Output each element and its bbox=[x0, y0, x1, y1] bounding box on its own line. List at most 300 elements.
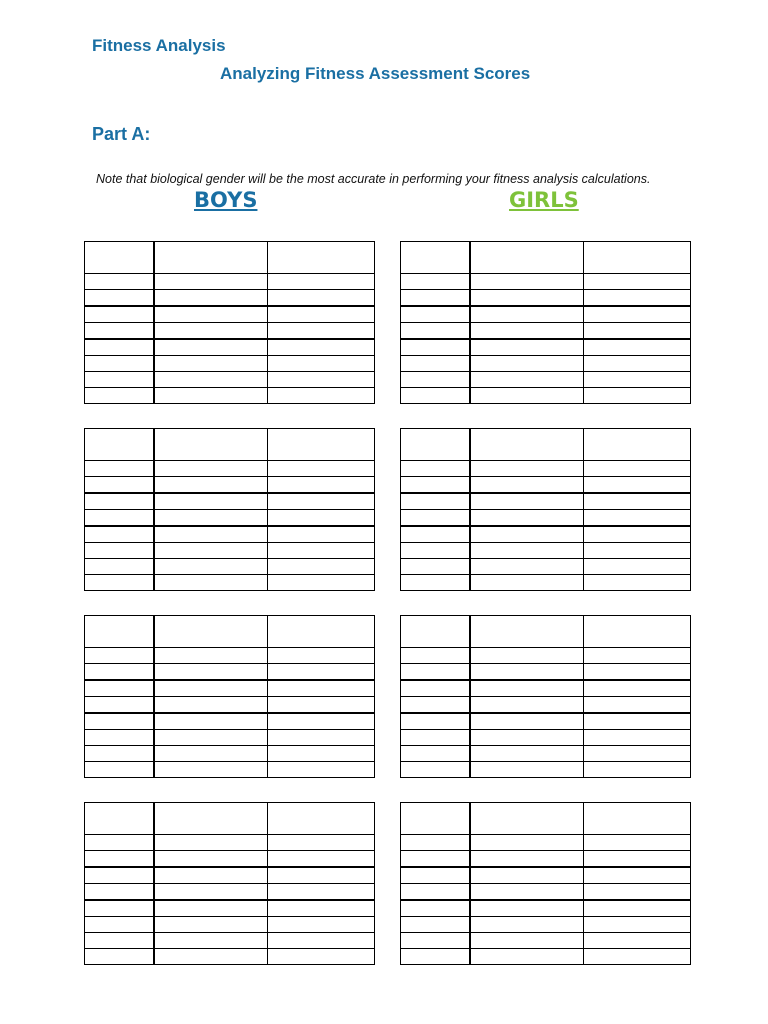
table-cell[interactable] bbox=[401, 680, 471, 697]
table-cell[interactable] bbox=[401, 713, 471, 730]
table-cell[interactable] bbox=[268, 851, 375, 868]
table-cell[interactable] bbox=[154, 356, 268, 372]
table-cell[interactable] bbox=[470, 616, 584, 648]
table-cell[interactable] bbox=[470, 746, 584, 762]
table-cell[interactable] bbox=[470, 884, 584, 901]
table-cell[interactable] bbox=[584, 746, 691, 762]
table-cell[interactable] bbox=[401, 493, 471, 510]
table-cell[interactable] bbox=[85, 803, 155, 835]
table-cell[interactable] bbox=[470, 664, 584, 681]
table-cell[interactable] bbox=[401, 339, 471, 356]
table-cell[interactable] bbox=[470, 803, 584, 835]
table-row bbox=[85, 290, 375, 307]
table-cell[interactable] bbox=[584, 713, 691, 730]
table-cell[interactable] bbox=[401, 526, 471, 543]
table-cell[interactable] bbox=[268, 835, 375, 851]
table-cell[interactable] bbox=[154, 730, 268, 746]
table-cell[interactable] bbox=[268, 461, 375, 477]
table-cell[interactable] bbox=[584, 323, 691, 340]
table-cell[interactable] bbox=[584, 274, 691, 290]
table-cell[interactable] bbox=[470, 290, 584, 307]
table-cell[interactable] bbox=[154, 339, 268, 356]
table-row bbox=[85, 372, 375, 388]
table-row bbox=[85, 559, 375, 575]
table-cell[interactable] bbox=[154, 680, 268, 697]
table-cell[interactable] bbox=[470, 242, 584, 274]
table-row bbox=[401, 477, 691, 494]
table-header-row bbox=[85, 429, 375, 461]
table-cell[interactable] bbox=[85, 339, 155, 356]
table-cell[interactable] bbox=[470, 559, 584, 575]
table-row bbox=[401, 867, 691, 884]
table-cell[interactable] bbox=[268, 559, 375, 575]
table-cell[interactable] bbox=[154, 648, 268, 664]
table-cell[interactable] bbox=[85, 477, 155, 494]
table-cell[interactable] bbox=[154, 575, 268, 591]
table-header-row bbox=[401, 616, 691, 648]
table-cell[interactable] bbox=[401, 356, 471, 372]
girls-score-table-3 bbox=[400, 615, 691, 778]
table-header-row bbox=[85, 803, 375, 835]
table-cell[interactable] bbox=[154, 510, 268, 527]
table-cell[interactable] bbox=[154, 461, 268, 477]
table-cell[interactable] bbox=[268, 429, 375, 461]
table-cell[interactable] bbox=[401, 274, 471, 290]
table-cell[interactable] bbox=[154, 917, 268, 933]
table-cell[interactable] bbox=[401, 648, 471, 664]
table-row bbox=[85, 900, 375, 917]
table-row bbox=[85, 835, 375, 851]
table-cell[interactable] bbox=[401, 559, 471, 575]
table-cell[interactable] bbox=[401, 803, 471, 835]
table-cell[interactable] bbox=[401, 746, 471, 762]
table-cell[interactable] bbox=[85, 510, 155, 527]
table-row bbox=[401, 713, 691, 730]
table-cell[interactable] bbox=[154, 933, 268, 949]
table-cell[interactable] bbox=[268, 746, 375, 762]
table-cell[interactable] bbox=[401, 835, 471, 851]
table-cell[interactable] bbox=[85, 290, 155, 307]
table-cell[interactable] bbox=[154, 664, 268, 681]
table-row bbox=[401, 730, 691, 746]
table-row bbox=[85, 274, 375, 290]
table-cell[interactable] bbox=[268, 575, 375, 591]
table-cell[interactable] bbox=[154, 242, 268, 274]
table-row bbox=[401, 493, 691, 510]
table-cell[interactable] bbox=[85, 680, 155, 697]
table-row bbox=[85, 867, 375, 884]
table-cell[interactable] bbox=[268, 306, 375, 323]
table-row bbox=[85, 461, 375, 477]
table-cell[interactable] bbox=[584, 493, 691, 510]
table-cell[interactable] bbox=[470, 835, 584, 851]
table-row bbox=[401, 510, 691, 527]
table-row bbox=[85, 493, 375, 510]
table-cell[interactable] bbox=[85, 274, 155, 290]
table-row bbox=[401, 900, 691, 917]
table-cell[interactable] bbox=[470, 762, 584, 778]
table-row bbox=[85, 697, 375, 714]
table-header-row bbox=[401, 429, 691, 461]
table-cell[interactable] bbox=[401, 388, 471, 404]
table-cell[interactable] bbox=[154, 762, 268, 778]
table-cell[interactable] bbox=[584, 803, 691, 835]
table-row bbox=[401, 746, 691, 762]
table-header-row bbox=[401, 803, 691, 835]
table-row bbox=[85, 575, 375, 591]
table-row bbox=[85, 477, 375, 494]
table-cell[interactable] bbox=[268, 339, 375, 356]
table-cell[interactable] bbox=[470, 493, 584, 510]
boys-score-table-3 bbox=[84, 615, 375, 778]
boys-score-table-4 bbox=[84, 802, 375, 965]
table-cell[interactable] bbox=[268, 526, 375, 543]
table-cell[interactable] bbox=[401, 290, 471, 307]
table-header-row bbox=[85, 616, 375, 648]
table-row bbox=[401, 306, 691, 323]
table-row bbox=[401, 339, 691, 356]
table-cell[interactable] bbox=[470, 648, 584, 664]
table-cell[interactable] bbox=[401, 730, 471, 746]
table-row bbox=[401, 933, 691, 949]
table-row bbox=[401, 274, 691, 290]
table-row bbox=[85, 746, 375, 762]
table-cell[interactable] bbox=[401, 461, 471, 477]
table-cell[interactable] bbox=[470, 949, 584, 965]
table-cell[interactable] bbox=[584, 429, 691, 461]
table-cell[interactable] bbox=[584, 680, 691, 697]
table-cell[interactable] bbox=[268, 697, 375, 714]
table-cell[interactable] bbox=[401, 510, 471, 527]
table-cell[interactable] bbox=[154, 526, 268, 543]
table-cell[interactable] bbox=[401, 900, 471, 917]
table-cell[interactable] bbox=[268, 949, 375, 965]
table-cell[interactable] bbox=[154, 713, 268, 730]
document-title: Fitness Analysis bbox=[92, 36, 226, 55]
boys-heading: BOYS bbox=[194, 188, 258, 212]
table-cell[interactable] bbox=[470, 917, 584, 933]
instruction-note: Note that biological gender will be the most accurate in performing your fitness analysis calculations. bbox=[96, 172, 651, 186]
table-cell[interactable] bbox=[268, 493, 375, 510]
table-cell[interactable] bbox=[154, 835, 268, 851]
table-cell[interactable] bbox=[85, 323, 155, 340]
table-row bbox=[85, 713, 375, 730]
table-cell[interactable] bbox=[584, 762, 691, 778]
table-row bbox=[401, 762, 691, 778]
table-cell[interactable] bbox=[584, 526, 691, 543]
table-cell[interactable] bbox=[154, 543, 268, 559]
table-cell[interactable] bbox=[470, 851, 584, 868]
girls-score-table-2 bbox=[400, 428, 691, 591]
table-cell[interactable] bbox=[154, 559, 268, 575]
table-row bbox=[401, 388, 691, 404]
table-cell[interactable] bbox=[401, 697, 471, 714]
table-row bbox=[401, 664, 691, 681]
table-cell[interactable] bbox=[268, 803, 375, 835]
table-cell[interactable] bbox=[85, 526, 155, 543]
table-cell[interactable] bbox=[584, 917, 691, 933]
table-cell[interactable] bbox=[85, 851, 155, 868]
table-cell[interactable] bbox=[401, 616, 471, 648]
table-row bbox=[401, 372, 691, 388]
girls-heading: GIRLS bbox=[509, 188, 579, 212]
table-cell[interactable] bbox=[470, 477, 584, 494]
table-cell[interactable] bbox=[401, 242, 471, 274]
table-row bbox=[85, 762, 375, 778]
table-cell[interactable] bbox=[584, 559, 691, 575]
table-row bbox=[85, 680, 375, 697]
table-cell[interactable] bbox=[401, 884, 471, 901]
table-cell[interactable] bbox=[85, 242, 155, 274]
table-row bbox=[401, 461, 691, 477]
table-cell[interactable] bbox=[470, 526, 584, 543]
table-cell[interactable] bbox=[85, 372, 155, 388]
table-cell[interactable] bbox=[470, 274, 584, 290]
table-cell[interactable] bbox=[268, 713, 375, 730]
table-cell[interactable] bbox=[85, 900, 155, 917]
table-cell[interactable] bbox=[154, 616, 268, 648]
table-cell[interactable] bbox=[268, 543, 375, 559]
table-cell[interactable] bbox=[584, 575, 691, 591]
table-cell[interactable] bbox=[401, 477, 471, 494]
table-row bbox=[401, 697, 691, 714]
table-cell[interactable] bbox=[401, 323, 471, 340]
table-cell[interactable] bbox=[154, 372, 268, 388]
table-cell[interactable] bbox=[584, 461, 691, 477]
table-cell[interactable] bbox=[154, 429, 268, 461]
table-cell[interactable] bbox=[401, 306, 471, 323]
table-cell[interactable] bbox=[85, 762, 155, 778]
table-cell[interactable] bbox=[85, 559, 155, 575]
table-cell[interactable] bbox=[584, 835, 691, 851]
table-cell[interactable] bbox=[85, 933, 155, 949]
table-cell[interactable] bbox=[85, 461, 155, 477]
table-cell[interactable] bbox=[154, 746, 268, 762]
table-cell[interactable] bbox=[470, 697, 584, 714]
table-cell[interactable] bbox=[268, 664, 375, 681]
table-cell[interactable] bbox=[85, 949, 155, 965]
table-cell[interactable] bbox=[268, 510, 375, 527]
table-cell[interactable] bbox=[85, 356, 155, 372]
table-header-row bbox=[401, 242, 691, 274]
table-cell[interactable] bbox=[401, 917, 471, 933]
table-cell[interactable] bbox=[401, 762, 471, 778]
document-subtitle: Analyzing Fitness Assessment Scores bbox=[220, 64, 531, 83]
table-cell[interactable] bbox=[85, 388, 155, 404]
table-cell[interactable] bbox=[154, 949, 268, 965]
table-cell[interactable] bbox=[268, 762, 375, 778]
table-cell[interactable] bbox=[470, 575, 584, 591]
boys-score-table-1 bbox=[84, 241, 375, 404]
table-row bbox=[401, 290, 691, 307]
table-cell[interactable] bbox=[268, 242, 375, 274]
table-cell[interactable] bbox=[470, 323, 584, 340]
table-cell[interactable] bbox=[85, 648, 155, 664]
table-cell[interactable] bbox=[154, 477, 268, 494]
table-row bbox=[401, 648, 691, 664]
table-cell[interactable] bbox=[584, 648, 691, 664]
table-cell[interactable] bbox=[401, 949, 471, 965]
table-row bbox=[85, 339, 375, 356]
table-row bbox=[401, 543, 691, 559]
table-cell[interactable] bbox=[85, 616, 155, 648]
table-cell[interactable] bbox=[584, 242, 691, 274]
table-cell[interactable] bbox=[584, 339, 691, 356]
table-cell[interactable] bbox=[401, 429, 471, 461]
table-cell[interactable] bbox=[154, 900, 268, 917]
table-cell[interactable] bbox=[85, 429, 155, 461]
table-cell[interactable] bbox=[154, 697, 268, 714]
table-row bbox=[85, 949, 375, 965]
table-cell[interactable] bbox=[85, 664, 155, 681]
table-row bbox=[85, 388, 375, 404]
table-cell[interactable] bbox=[470, 730, 584, 746]
table-cell[interactable] bbox=[401, 543, 471, 559]
table-cell[interactable] bbox=[85, 543, 155, 559]
table-row bbox=[85, 323, 375, 340]
table-cell[interactable] bbox=[401, 664, 471, 681]
table-cell[interactable] bbox=[154, 290, 268, 307]
table-row bbox=[85, 526, 375, 543]
table-cell[interactable] bbox=[584, 933, 691, 949]
table-cell[interactable] bbox=[401, 372, 471, 388]
table-cell[interactable] bbox=[470, 680, 584, 697]
table-cell[interactable] bbox=[470, 372, 584, 388]
table-cell[interactable] bbox=[470, 510, 584, 527]
table-row bbox=[401, 356, 691, 372]
table-cell[interactable] bbox=[85, 835, 155, 851]
table-row bbox=[85, 306, 375, 323]
table-row bbox=[401, 680, 691, 697]
table-row bbox=[85, 730, 375, 746]
part-label: Part A: bbox=[92, 124, 151, 144]
table-row bbox=[85, 933, 375, 949]
table-row bbox=[85, 884, 375, 901]
table-row bbox=[85, 851, 375, 868]
table-cell[interactable] bbox=[584, 510, 691, 527]
table-cell[interactable] bbox=[85, 867, 155, 884]
table-cell[interactable] bbox=[401, 867, 471, 884]
table-row bbox=[85, 356, 375, 372]
table-cell[interactable] bbox=[584, 867, 691, 884]
table-row bbox=[401, 526, 691, 543]
table-cell[interactable] bbox=[584, 306, 691, 323]
table-cell[interactable] bbox=[154, 306, 268, 323]
table-cell[interactable] bbox=[268, 884, 375, 901]
table-cell[interactable] bbox=[268, 648, 375, 664]
table-cell[interactable] bbox=[85, 746, 155, 762]
table-cell[interactable] bbox=[401, 575, 471, 591]
table-cell[interactable] bbox=[470, 543, 584, 559]
table-cell[interactable] bbox=[268, 356, 375, 372]
table-cell[interactable] bbox=[584, 949, 691, 965]
table-cell[interactable] bbox=[154, 493, 268, 510]
table-cell[interactable] bbox=[584, 664, 691, 681]
table-row bbox=[401, 884, 691, 901]
table-cell[interactable] bbox=[470, 713, 584, 730]
table-cell[interactable] bbox=[584, 884, 691, 901]
table-cell[interactable] bbox=[85, 917, 155, 933]
table-cell[interactable] bbox=[85, 730, 155, 746]
table-row bbox=[401, 917, 691, 933]
table-cell[interactable] bbox=[470, 461, 584, 477]
table-cell[interactable] bbox=[470, 429, 584, 461]
table-cell[interactable] bbox=[85, 306, 155, 323]
table-cell[interactable] bbox=[584, 543, 691, 559]
girls-score-table-1 bbox=[400, 241, 691, 404]
table-cell[interactable] bbox=[268, 323, 375, 340]
table-cell[interactable] bbox=[584, 900, 691, 917]
table-cell[interactable] bbox=[401, 933, 471, 949]
table-cell[interactable] bbox=[268, 917, 375, 933]
table-cell[interactable] bbox=[470, 306, 584, 323]
table-cell[interactable] bbox=[268, 274, 375, 290]
table-cell[interactable] bbox=[85, 493, 155, 510]
table-cell[interactable] bbox=[584, 616, 691, 648]
girls-score-table-4 bbox=[400, 802, 691, 965]
table-cell[interactable] bbox=[401, 851, 471, 868]
table-row bbox=[401, 851, 691, 868]
table-row bbox=[85, 543, 375, 559]
table-cell[interactable] bbox=[268, 388, 375, 404]
table-cell[interactable] bbox=[85, 697, 155, 714]
table-cell[interactable] bbox=[268, 477, 375, 494]
table-cell[interactable] bbox=[470, 339, 584, 356]
table-cell[interactable] bbox=[85, 884, 155, 901]
table-cell[interactable] bbox=[154, 323, 268, 340]
table-cell[interactable] bbox=[584, 290, 691, 307]
table-cell[interactable] bbox=[584, 851, 691, 868]
boys-score-table-2 bbox=[84, 428, 375, 591]
table-row bbox=[401, 323, 691, 340]
table-cell[interactable] bbox=[584, 697, 691, 714]
table-cell[interactable] bbox=[268, 372, 375, 388]
table-row bbox=[401, 949, 691, 965]
table-cell[interactable] bbox=[470, 933, 584, 949]
table-cell[interactable] bbox=[470, 867, 584, 884]
table-cell[interactable] bbox=[154, 803, 268, 835]
table-row bbox=[401, 559, 691, 575]
table-cell[interactable] bbox=[154, 867, 268, 884]
table-cell[interactable] bbox=[584, 730, 691, 746]
table-cell[interactable] bbox=[584, 372, 691, 388]
table-cell[interactable] bbox=[268, 290, 375, 307]
table-cell[interactable] bbox=[268, 867, 375, 884]
table-cell[interactable] bbox=[154, 851, 268, 868]
table-cell[interactable] bbox=[470, 356, 584, 372]
table-cell[interactable] bbox=[584, 388, 691, 404]
table-cell[interactable] bbox=[268, 616, 375, 648]
table-cell[interactable] bbox=[268, 933, 375, 949]
table-row bbox=[85, 648, 375, 664]
table-cell[interactable] bbox=[85, 575, 155, 591]
table-cell[interactable] bbox=[584, 477, 691, 494]
table-cell[interactable] bbox=[470, 900, 584, 917]
table-cell[interactable] bbox=[268, 680, 375, 697]
table-row bbox=[401, 575, 691, 591]
table-cell[interactable] bbox=[85, 713, 155, 730]
table-cell[interactable] bbox=[154, 884, 268, 901]
table-cell[interactable] bbox=[154, 274, 268, 290]
table-cell[interactable] bbox=[268, 900, 375, 917]
table-header-row bbox=[85, 242, 375, 274]
table-cell[interactable] bbox=[154, 388, 268, 404]
table-cell[interactable] bbox=[470, 388, 584, 404]
table-cell[interactable] bbox=[584, 356, 691, 372]
table-row bbox=[85, 917, 375, 933]
table-cell[interactable] bbox=[268, 730, 375, 746]
table-row bbox=[85, 664, 375, 681]
